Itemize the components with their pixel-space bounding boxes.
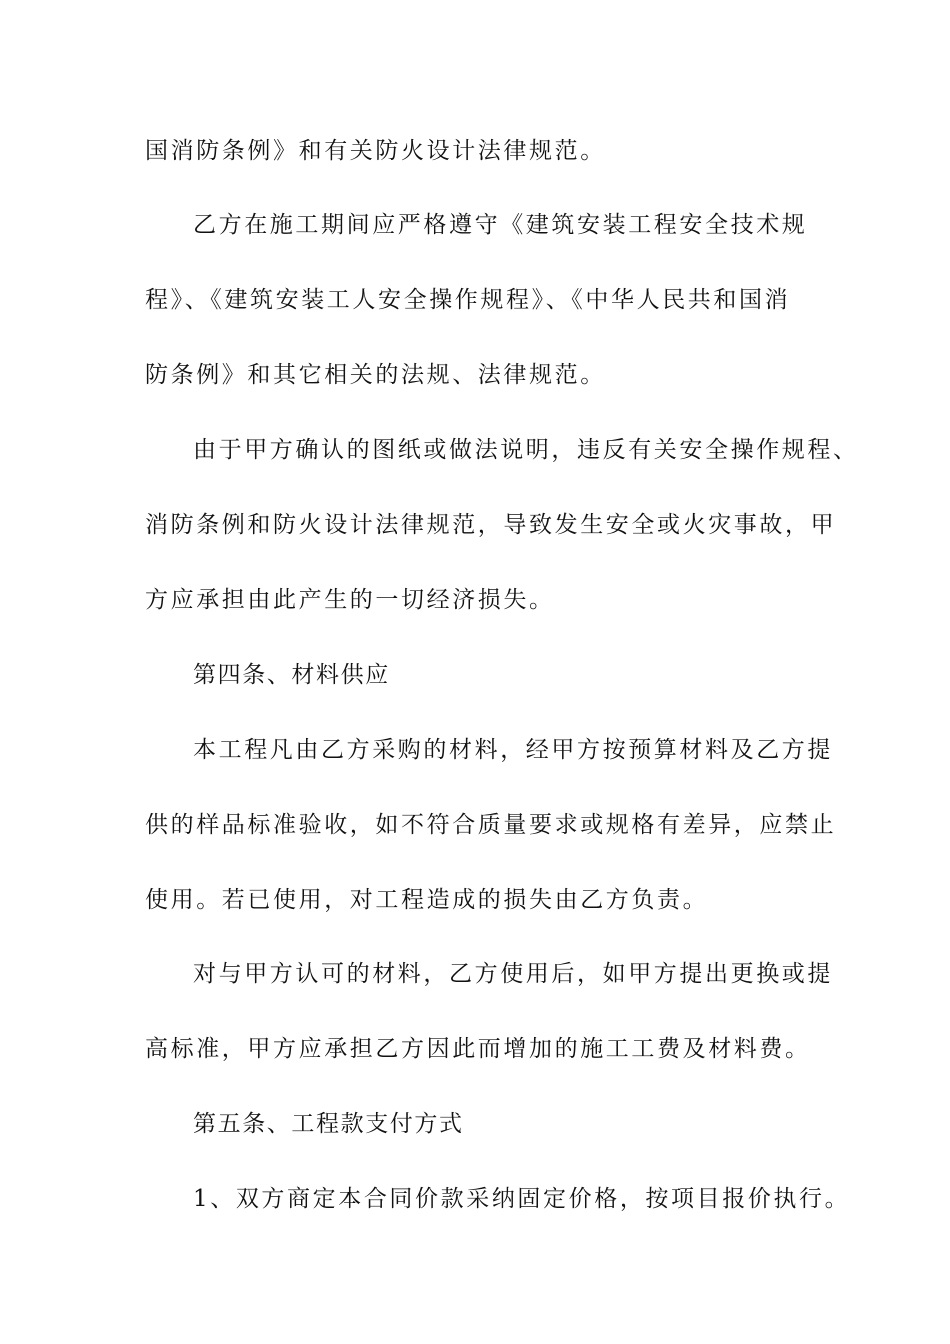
- paragraph-line: 使用。若已使用，对工程造成的损失由乙方负责。: [145, 887, 709, 913]
- paragraph-line: 乙方在施工期间应严格遵守《建筑安装工程安全技术规: [193, 212, 808, 238]
- paragraph-line: 消防条例和防火设计法律规范，导致发生安全或火灾事故，甲: [145, 512, 837, 538]
- paragraph-line: 高标准，甲方应承担乙方因此而增加的施工工费及材料费。: [145, 1036, 811, 1062]
- paragraph-line: 由于甲方确认的图纸或做法说明，违反有关安全操作规程、: [193, 437, 859, 463]
- paragraph-line: 本工程凡由乙方采购的材料，经甲方按预算材料及乙方提: [193, 737, 833, 763]
- paragraph-line: 1、双方商定本合同价款采纳固定价格，按项目报价执行。: [193, 1186, 851, 1212]
- section-heading: 第五条、工程款支付方式: [193, 1111, 464, 1137]
- paragraph-line: 供的样品标准验收，如不符合质量要求或规格有差异，应禁止: [145, 812, 837, 838]
- paragraph-line: 国消防条例》和有关防火设计法律规范。: [145, 138, 606, 164]
- paragraph-line: 防条例》和其它相关的法规、法律规范。: [145, 362, 606, 388]
- section-heading: 第四条、材料供应: [193, 662, 390, 688]
- paragraph-line: 对与甲方认可的材料，乙方使用后，如甲方提出更换或提: [193, 961, 833, 987]
- paragraph-line: 方应承担由此产生的一切经济损失。: [145, 587, 555, 613]
- paragraph-line: 程》、《建筑安装工人安全操作规程》、《中华人民共和国消: [145, 287, 791, 313]
